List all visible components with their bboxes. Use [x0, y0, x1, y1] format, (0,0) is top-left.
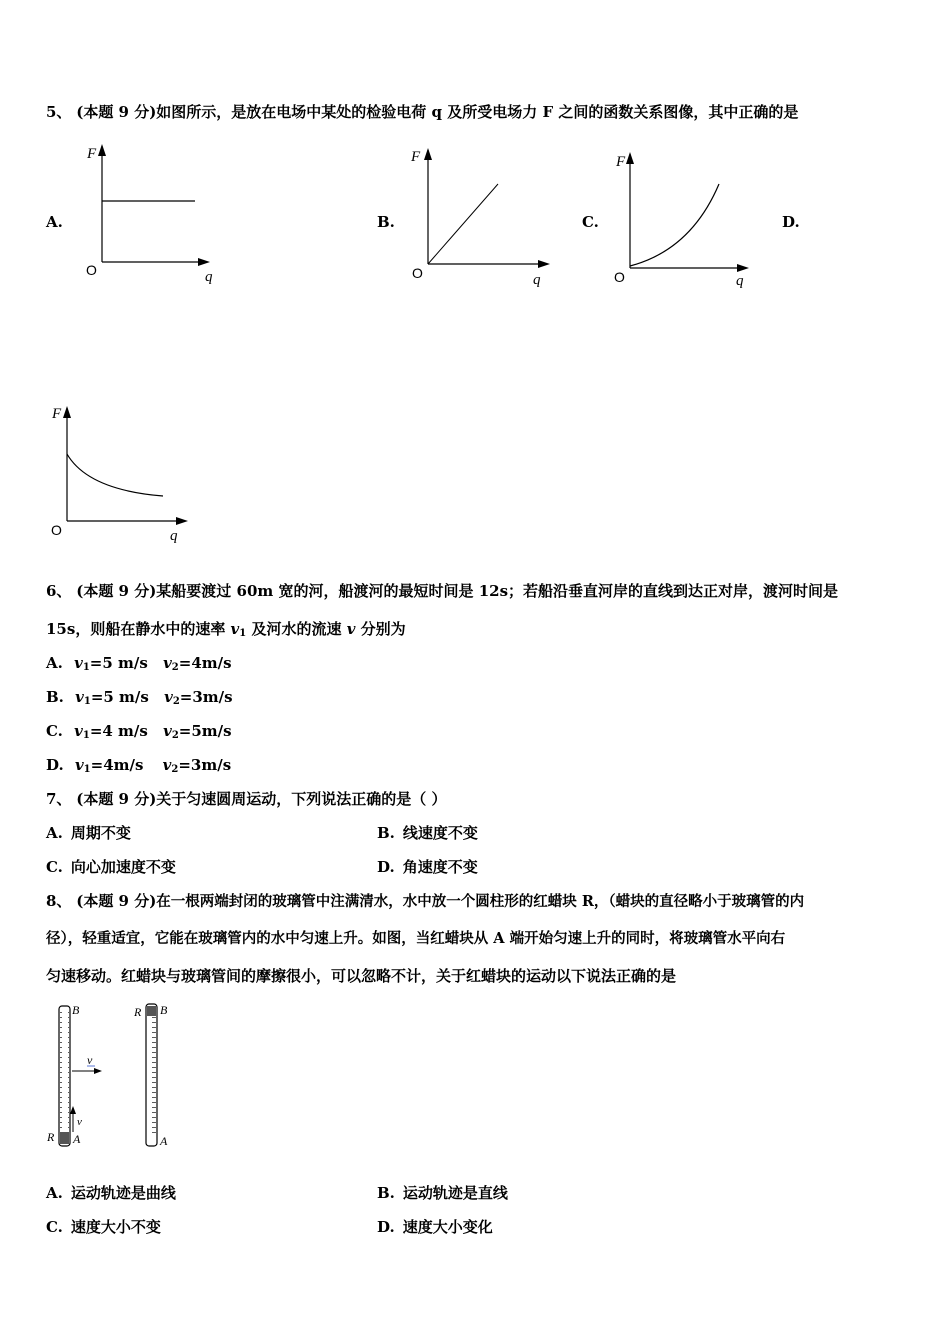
q8-option-a-label: A.: [46, 1184, 63, 1202]
q8-option-d-text: 速度大小变化: [402, 1218, 493, 1236]
q8-option-a-text: 运动轨迹是曲线: [70, 1184, 176, 1202]
q7-option-d[interactable]: [377, 857, 478, 877]
q6-b-v2-sub: 2: [172, 696, 180, 707]
q7-stem: [46, 789, 447, 809]
q6-option-c-label: C.: [46, 722, 63, 740]
q5-graph-d: [48, 404, 198, 549]
q8-stem-line3: 匀速移动。红蜡块与玻璃管间的摩擦很小，可以忽略不计，关于红蜡块的运动以下说法正确的是: [46, 967, 677, 985]
q6-option-a[interactable]: [46, 653, 232, 678]
q7-option-b[interactable]: [377, 823, 478, 843]
q5-graph-b: [408, 146, 558, 291]
q8-wax-block-right: [147, 1006, 156, 1016]
q7-option-a-label: A.: [46, 824, 63, 842]
q6-b-v1-sub: 1: [83, 696, 91, 707]
q6-option-d-label: D.: [46, 756, 64, 774]
q8-label-b-right: B: [160, 1003, 168, 1017]
q6-b-v2: v: [164, 688, 173, 706]
q6-c-v1-sub: 1: [82, 730, 90, 741]
q6-d-v1: v: [74, 756, 84, 774]
q7-option-a-text: 周期不变: [70, 824, 131, 842]
q5-b-axis-q: q: [533, 272, 541, 288]
q6-option-b[interactable]: [46, 687, 233, 712]
q8-tube-left: [59, 1006, 70, 1146]
q8-option-c-label: C.: [46, 1218, 63, 1236]
q7-option-c-label: C.: [46, 858, 63, 876]
q7-option-b-label: B.: [377, 824, 395, 842]
q5-option-d-label[interactable]: D.: [782, 213, 800, 231]
q6-option-a-label: A.: [46, 654, 63, 672]
q6-a-v1-sub: 1: [82, 662, 90, 673]
q6-tag: (本题 9 分): [76, 582, 157, 600]
q5-d-origin: O: [51, 522, 62, 538]
q8-option-b[interactable]: [377, 1183, 508, 1203]
q8-tag: (本题 9 分): [76, 892, 157, 910]
q8-label-r-left: R: [47, 1130, 55, 1144]
q6-stem-line1: [46, 581, 838, 601]
q5-a-axis-f: F: [87, 146, 97, 162]
q7-option-d-text: 角速度不变: [402, 858, 478, 876]
q5-option-b-label[interactable]: B.: [377, 213, 395, 231]
q6-v-symbol: v: [346, 620, 356, 638]
q5-a-origin: O: [86, 262, 97, 278]
q8-tube-right: [146, 1004, 157, 1146]
q5-graph-c: [611, 150, 761, 295]
q6-line2a: 15s，则船在静水中的速率: [46, 620, 231, 638]
q7-option-b-text: 线速度不变: [402, 824, 478, 842]
q6-a-v2-value: =4m/s: [178, 654, 232, 672]
q7-option-d-label: D.: [377, 858, 395, 876]
q8-label-a-right: A: [160, 1134, 168, 1148]
q6-option-d[interactable]: [46, 755, 231, 780]
q8-label-v-vertical: v: [77, 1116, 82, 1128]
q5-b-origin: O: [412, 265, 423, 281]
q6-option-c[interactable]: [46, 721, 232, 746]
q6-c-v1-value: =4 m/s: [89, 722, 148, 740]
q6-a-v1: v: [74, 654, 83, 672]
q6-v1-symbol: v: [230, 620, 240, 638]
q6-stem-line2: [46, 619, 406, 644]
q6-c-v1: v: [74, 722, 83, 740]
q8-figure: [44, 998, 184, 1153]
q5-b-curve: [428, 184, 498, 264]
q7-option-a[interactable]: [46, 823, 131, 843]
q6-c-v2-value: =5m/s: [178, 722, 232, 740]
q8-option-b-text: 运动轨迹是直线: [402, 1184, 508, 1202]
q8-label-a-left: A: [73, 1132, 81, 1146]
q6-line2c: 分别为: [355, 620, 406, 638]
q6-option-b-label: B.: [46, 688, 64, 706]
q6-b-v2-value: =3m/s: [179, 688, 233, 706]
q5-a-axis-q: q: [205, 269, 213, 285]
q8-line1: 在一根两端封闭的玻璃管中注满清水，水中放一个圆柱形的红蜡块 R，（蜡块的直径略小于玻璃管的内: [156, 893, 805, 910]
q8-number: 8、: [46, 892, 72, 910]
q5-b-axis-f: F: [411, 149, 421, 165]
q8-label-b-left: B: [72, 1003, 80, 1017]
q6-b-v1-value: =5 m/s: [90, 688, 149, 706]
q7-option-c[interactable]: [46, 857, 176, 877]
q8-stem-line1: [46, 891, 804, 912]
q5-c-axis-q: q: [736, 273, 744, 289]
q6-d-v2-sub: 2: [171, 764, 179, 775]
q6-a-v1-value: =5 m/s: [89, 654, 148, 672]
q5-c-origin: O: [614, 269, 625, 285]
q6-d-v2-value: =3m/s: [178, 756, 232, 774]
q5-tag: (本题 9 分): [76, 103, 157, 121]
q7-number: 7、: [46, 790, 72, 808]
q5-d-axis-q: q: [170, 528, 178, 544]
q6-c-v2: v: [163, 722, 172, 740]
q5-d-axis-f: F: [52, 406, 62, 422]
q5-option-c-label[interactable]: C.: [582, 213, 599, 231]
q6-b-v1: v: [75, 688, 84, 706]
q6-d-v1-sub: 1: [83, 764, 91, 775]
q6-d-v2: v: [162, 756, 172, 774]
q8-option-d[interactable]: [377, 1217, 493, 1237]
q5-option-a-label[interactable]: A.: [46, 213, 63, 231]
q5-stem: [46, 102, 798, 122]
q8-option-d-label: D.: [377, 1218, 395, 1236]
q8-option-c[interactable]: [46, 1217, 161, 1237]
q6-a-v2: v: [163, 654, 172, 672]
q5-c-axis-f: F: [616, 154, 626, 170]
q6-c-v2-sub: 2: [171, 730, 179, 741]
q6-a-v2-sub: 2: [171, 662, 179, 673]
q8-option-c-text: 速度大小不变: [70, 1218, 161, 1236]
q8-label-v-horizontal: v: [87, 1053, 93, 1067]
q7-text: 关于匀速圆周运动，下列说法正确的是（ ）: [156, 790, 447, 808]
q7-option-c-text: 向心加速度不变: [70, 858, 176, 876]
q6-line2b: 及河水的流速: [246, 620, 347, 638]
q7-tag: (本题 9 分): [76, 790, 157, 808]
q8-wax-block-left: [60, 1132, 69, 1144]
q6-number: 6、: [46, 582, 72, 600]
q5-number: 5、: [46, 103, 72, 121]
q6-line1: 某船要渡过 60m 宽的河，船渡河的最短时间是 12s；若船沿垂直河岸的直线到达正对岸，渡河时间是: [156, 582, 839, 600]
q5-graph-a: [82, 142, 222, 287]
q6-d-v1-value: =4m/s: [90, 756, 144, 774]
q8-stem-line2: 径），轻重适宜，它能在玻璃管内的水中匀速上升。如图，当红蜡块从 A 端开始匀速上升的同时，将玻璃管水平向右: [46, 930, 786, 947]
q8-option-b-label: B.: [377, 1184, 395, 1202]
q6-v1-sub: 1: [239, 628, 247, 639]
q5-d-curve: [67, 454, 163, 496]
q8-option-a[interactable]: [46, 1183, 176, 1203]
q8-label-r-right: R: [134, 1005, 142, 1019]
q5-text: 如图所示，是放在电场中某处的检验电荷 q 及所受电场力 F 之间的函数关系图像，其中正确的是: [156, 103, 799, 121]
q5-c-curve: [630, 184, 719, 266]
